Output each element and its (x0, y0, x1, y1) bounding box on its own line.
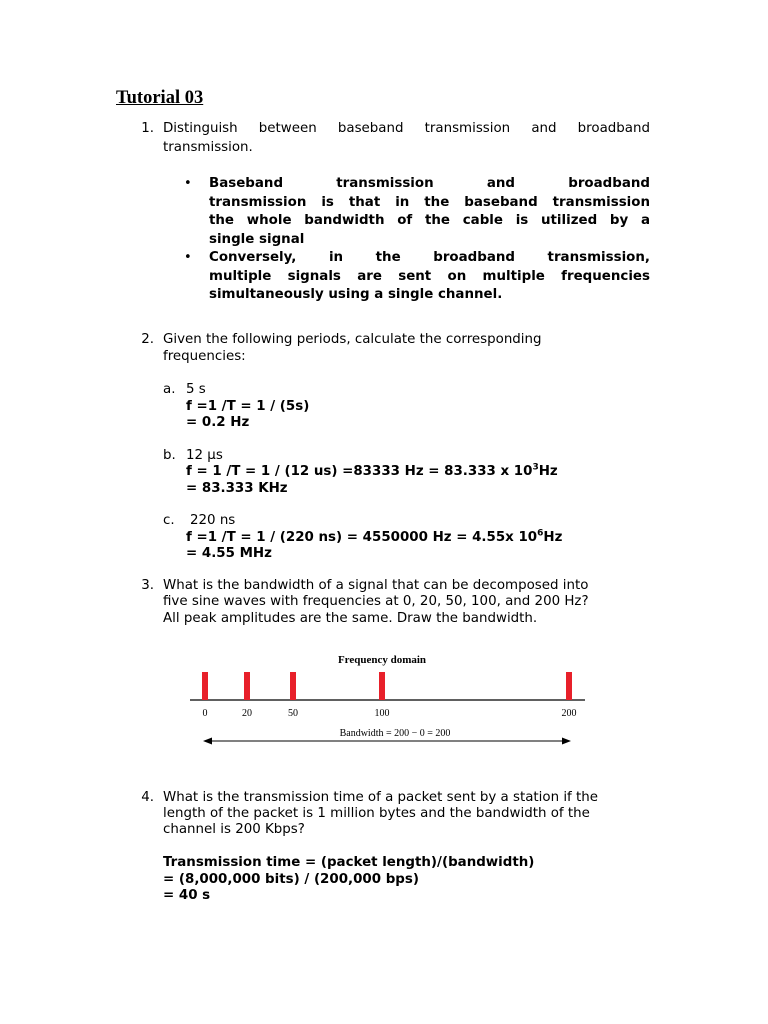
question-text: Given the following periods, calculate the corresponding (163, 332, 542, 347)
spectral-line-100 (379, 672, 385, 700)
answer-line: Baseband transmission and broadband (209, 176, 650, 191)
question-number: 4. (141, 790, 154, 805)
question-text: All peak amplitudes are the same. Draw the bandwidth. (163, 611, 538, 626)
question-text: frequencies: (163, 349, 246, 364)
answer-line: = (8,000,000 bits) / (200,000 bps) (163, 872, 419, 887)
answer-line: = 83.333 KHz (186, 481, 288, 496)
question-text: channel is 200 Kbps? (163, 822, 305, 837)
answer-line: multiple signals are sent on multiple frequencies (209, 269, 650, 284)
bullet-icon: • (184, 250, 192, 265)
question-text: What is the transmission time of a packet sent by a station if the (163, 790, 599, 805)
bandwidth-annotation: Bandwidth = 200 − 0 = 200 (339, 728, 451, 739)
spectral-line-200 (566, 672, 572, 700)
answer-line: f = 1 /T = 1 / (12 us) =83333 Hz = 83.333 x $10^3Hz$ (186, 462, 558, 479)
answer-line: Conversely, in the broadband transmission, (209, 250, 650, 265)
frequency-domain-chart (185, 645, 595, 755)
spectral-line-50 (290, 672, 296, 700)
answer-line: f =1 /T = 1 / (5s) (186, 399, 310, 414)
tick-label-20: 20 (242, 708, 252, 719)
question-number: 3. (141, 578, 154, 593)
question-text: five sine waves with frequencies at 0, 20, 50, 100, and 200 Hz? (163, 594, 589, 609)
spectral-line-0 (202, 672, 208, 700)
tick-label-50: 50 (288, 708, 298, 719)
answer-line: = 0.2 Hz (186, 415, 250, 430)
part-value: 12 µs (186, 448, 223, 463)
question-text: length of the packet is 1 million bytes and the bandwidth of the (163, 806, 590, 821)
tick-label-0: 0 (202, 708, 208, 719)
spectral-line-20 (244, 672, 250, 700)
answer-line: transmission is that in the baseband transmission (209, 195, 650, 210)
answer-line: = 4.55 MHz (186, 546, 272, 561)
answer-line: = 40 s (163, 888, 211, 903)
answer-line: simultaneously using a single channel. (209, 287, 503, 302)
document-title: Tutorial 03 (116, 88, 204, 108)
answer-line: single signal (209, 232, 305, 247)
answer-line: Transmission time = (packet length)/(bandwidth) (163, 855, 535, 870)
part-label: c. (163, 513, 175, 528)
question-number: 2. (141, 332, 154, 347)
part-value: 5 s (186, 382, 206, 397)
answer-line: f =1 /T = 1 / (220 ns) = 4550000 Hz = 4.55x $10^6Hz$ (186, 528, 563, 545)
question-number: 1. (141, 121, 154, 136)
question-text: transmission. (163, 140, 253, 155)
bullet-icon: • (184, 176, 192, 191)
chart-title: Frequency domain (337, 654, 427, 666)
question-text: What is the bandwidth of a signal that can be decomposed into (163, 578, 589, 593)
part-value: 220 ns (190, 513, 236, 528)
part-label: a. (163, 382, 176, 397)
part-label: b. (163, 448, 176, 463)
question-text: Distinguish between baseband transmission and broadband (163, 121, 650, 136)
tick-label-200: 200 (561, 708, 577, 719)
tick-label-100: 100 (374, 708, 390, 719)
answer-line: the whole bandwidth of the cable is utilized by a (209, 213, 650, 228)
